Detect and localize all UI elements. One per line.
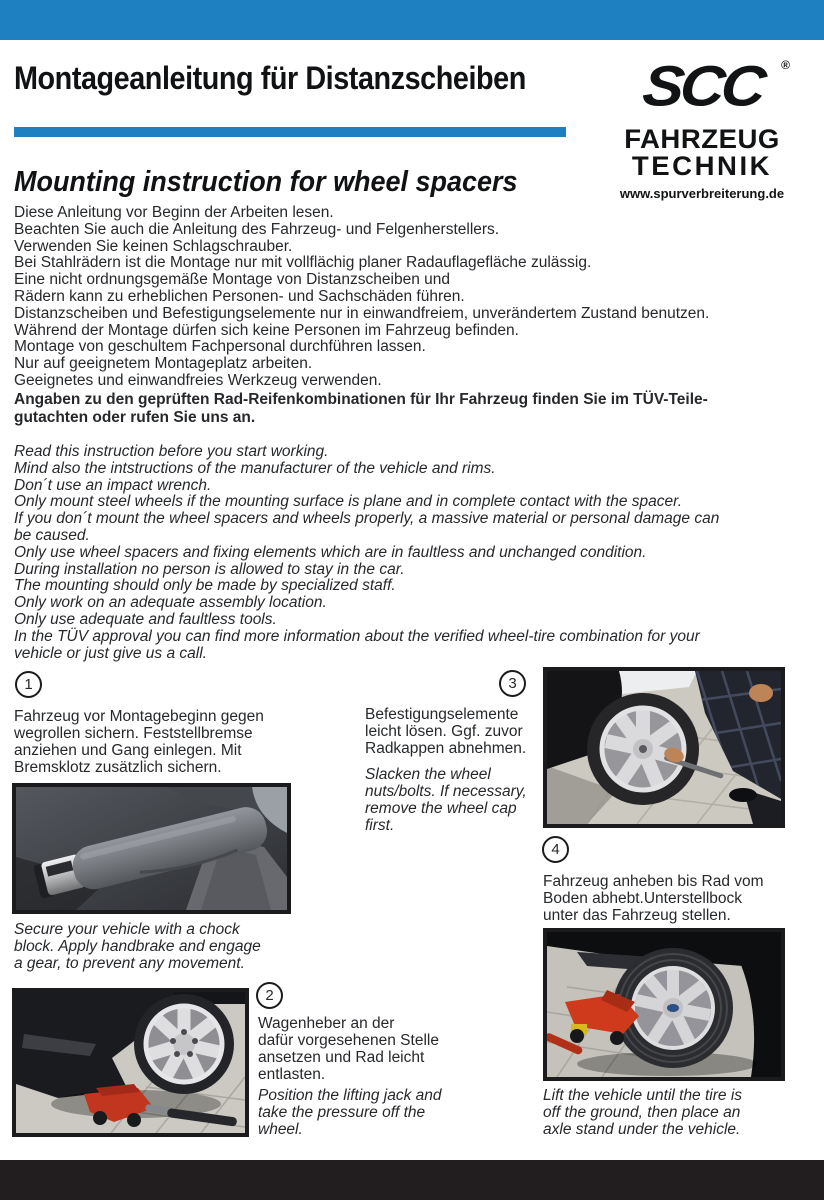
step-3-text-german bbox=[365, 706, 526, 757]
text-line: axle stand under the vehicle. bbox=[543, 1121, 741, 1138]
text-line: Fahrzeug anheben bis Rad vom bbox=[543, 873, 764, 890]
scc-logo-wordmark bbox=[612, 54, 792, 119]
text-line: ansetzen und Rad leicht bbox=[258, 1049, 425, 1066]
text-line: Don´t use an impact wrench. bbox=[14, 476, 212, 494]
text-line: unter das Fahrzeug stellen. bbox=[543, 907, 731, 924]
text-line: remove the wheel cap bbox=[365, 800, 517, 817]
step-1-text-german bbox=[14, 708, 264, 776]
text-line: Radkappen abnehmen. bbox=[365, 740, 527, 757]
text-line: off the ground, then place an bbox=[543, 1104, 741, 1121]
intro-german bbox=[14, 205, 709, 390]
text-line: anziehen und Gang einlegen. Mit bbox=[14, 742, 242, 759]
page-title-german: Montageanleitung für Distanzscheiben bbox=[14, 60, 526, 96]
bottom-black-bar bbox=[0, 1160, 824, 1200]
step-4-text-english bbox=[543, 1087, 742, 1138]
page-title-english: Mounting instruction for wheel spacers bbox=[14, 166, 518, 198]
logo-website-url: www.spurverbreiterung.de bbox=[619, 186, 785, 201]
text-line: entlasten. bbox=[258, 1066, 326, 1083]
text-line: Distanzscheiben und Befestigungselemente nur in einwandfreiem, unverändertem Zustand benutzen. bbox=[14, 304, 710, 322]
photo-step3-loosen-bolts bbox=[543, 667, 785, 828]
text-line: Rädern kann zu erheblichen Personen- und Sachschäden führen. bbox=[14, 287, 465, 305]
intro-german-bold bbox=[14, 391, 708, 426]
top-blue-bar bbox=[0, 0, 824, 40]
text-line: Montage von geschultem Fachpersonal durchführen lassen. bbox=[14, 338, 426, 356]
step-3-text-english bbox=[365, 766, 527, 834]
text-line: Only use wheel spacers and fixing elements which are in faultless and unchanged condition. bbox=[14, 543, 647, 561]
text-line: Beachten Sie auch die Anleitung des Fahrzeug- und Felgenherstellers. bbox=[14, 220, 500, 238]
text-line: Wagenheber an der bbox=[258, 1015, 395, 1032]
text-line: Verwenden Sie keinen Schlagschrauber. bbox=[14, 237, 293, 255]
text-line: Lift the vehicle until the tire is bbox=[543, 1087, 743, 1104]
registered-trademark-icon: ® bbox=[781, 58, 790, 72]
text-line: In the TÜV approval you can find more information about the verified wheel-tire combination for your bbox=[14, 627, 700, 645]
text-line: vehicle or just give us a call. bbox=[14, 644, 207, 662]
scc-logo-text: SCC bbox=[639, 54, 765, 119]
step-4-number: 4 bbox=[542, 836, 569, 863]
text-line: Mind also the intstructions of the manufacturer of the vehicle and rims. bbox=[14, 459, 496, 477]
text-line: Bremsklotz zusätzlich sichern. bbox=[14, 759, 222, 776]
text-line: During installation no person is allowed to stay in the car. bbox=[14, 560, 405, 578]
text-line: nuts/bolts. If necessary, bbox=[365, 783, 527, 800]
photo-step4-lifted-wheel bbox=[543, 928, 785, 1081]
text-line: Fahrzeug vor Montagebeginn gegen bbox=[14, 708, 264, 725]
text-line: Angaben zu den geprüften Rad-Reifenkombinationen für Ihr Fahrzeug finden Sie im TÜV-Teile- bbox=[14, 391, 708, 408]
text-line: Diese Anleitung vor Beginn der Arbeiten lesen. bbox=[14, 204, 334, 221]
logo-line-technik: TECHNIK bbox=[631, 151, 773, 181]
text-line: leicht lösen. Ggf. zuvor bbox=[365, 723, 523, 740]
text-line: wegrollen sichern. Feststellbremse bbox=[14, 725, 253, 742]
step-2-number: 2 bbox=[256, 982, 283, 1009]
text-line: first. bbox=[365, 817, 395, 834]
text-line: If you don´t mount the wheel spacers and wheels properly, a massive material or personal damage can bbox=[14, 510, 720, 528]
lifted-wheel-illustration bbox=[547, 932, 781, 1077]
loosen-bolts-illustration bbox=[547, 671, 781, 824]
text-line: dafür vorgesehenen Stelle bbox=[258, 1032, 439, 1049]
text-line: Read this instruction before you start working. bbox=[14, 443, 329, 460]
step-4-text-german bbox=[543, 873, 764, 924]
text-line: gutachten oder rufen Sie uns an. bbox=[14, 408, 256, 426]
text-line: Geeignetes und einwandfreies Werkzeug verwenden. bbox=[14, 371, 382, 389]
scc-logo bbox=[612, 54, 792, 201]
text-line: Nur auf geeignetem Montageplatz arbeiten. bbox=[14, 355, 313, 373]
photo-step2-jack bbox=[12, 988, 249, 1137]
text-line: Boden abhebt.Unterstellbock bbox=[543, 890, 743, 907]
step-2-text-english bbox=[258, 1087, 442, 1138]
text-line: Befestigungselemente bbox=[365, 706, 519, 723]
text-line: Position the lifting jack and bbox=[258, 1087, 442, 1104]
step-3-number: 3 bbox=[499, 670, 526, 697]
text-line: take the pressure off the bbox=[258, 1104, 426, 1121]
step-1-number: 1 bbox=[15, 671, 42, 698]
text-line: Only mount steel wheels if the mounting surface is plane and in complete contact with the spacer. bbox=[14, 493, 683, 511]
text-line: a gear, to prevent any movement. bbox=[14, 955, 245, 972]
text-line: Secure your vehicle with a chock bbox=[14, 921, 240, 938]
divider-rule bbox=[14, 127, 566, 137]
text-line: wheel. bbox=[258, 1121, 303, 1138]
lifting-jack-illustration bbox=[16, 992, 245, 1133]
text-line: Slacken the wheel bbox=[365, 766, 491, 783]
text-line: The mounting should only be made by specialized staff. bbox=[14, 577, 396, 595]
handbrake-illustration bbox=[16, 787, 287, 910]
photo-step1-handbrake bbox=[12, 783, 291, 914]
text-line: Only use adequate and faultless tools. bbox=[14, 610, 277, 628]
logo-line-fahrzeug: FAHRZEUG bbox=[624, 124, 780, 154]
text-line: Bei Stahlrädern ist die Montage nur mit vollflächig planer Radauflagefläche zulässig. bbox=[14, 254, 592, 272]
text-line: Only work on an adequate assembly location. bbox=[14, 594, 327, 612]
text-line: block. Apply handbrake and engage bbox=[14, 938, 261, 955]
step-1-text-english bbox=[14, 921, 261, 972]
text-line: Während der Montage dürfen sich keine Personen im Fahrzeug befinden. bbox=[14, 321, 519, 339]
intro-english bbox=[14, 444, 719, 662]
text-line: Eine nicht ordnungsgemäße Montage von Distanzscheiben und bbox=[14, 271, 450, 289]
step-2-text-german bbox=[258, 1015, 439, 1083]
text-line: be caused. bbox=[14, 526, 90, 544]
